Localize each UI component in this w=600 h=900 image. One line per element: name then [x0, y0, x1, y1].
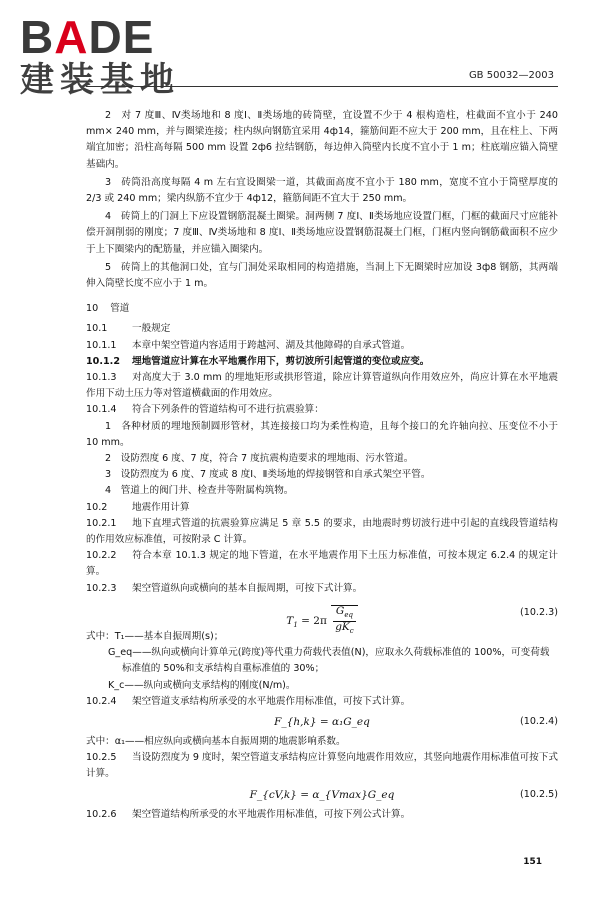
- clause-10-2-4: [86, 694, 558, 710]
- logo-chinese: 建装基地: [20, 60, 180, 100]
- clause-10-1-3: [86, 370, 558, 402]
- logo-word: [20, 11, 190, 63]
- formula-subscript: 1: [293, 621, 298, 630]
- paragraph-item-3: 3 砖筒沿高度每隔 4 m 左右宜设圈梁一道，其截面高度不宜小于 180 mm，宽度不宜小于筒壁厚度的 2/3 或 240 mm；梁内纵筋不宜少于 4ф12，箍筋间距不宜大于 250 mm。: [86, 176, 558, 205]
- formula-rhs: = 2π: [301, 614, 327, 627]
- definition-line: 式中：α₁——相应纵向或横向基本自振周期的地震影响系数。: [86, 735, 346, 747]
- equation-number: (10.2.3): [519, 606, 558, 618]
- clause-10-1-1: [86, 338, 558, 354]
- clause-number: 10.2.6: [86, 808, 117, 820]
- clause-text: 架空管道支承结构所承受的水平地震作用标准值，可按下式计算。: [132, 695, 411, 707]
- logo: [20, 11, 190, 109]
- formula-expression: F_{h,k} = α₁G_eq: [274, 715, 370, 728]
- clause-number: 10.2.1: [86, 517, 117, 529]
- clause-10-1-4: [86, 402, 558, 418]
- paragraph-item-2: 2 对 7 度Ⅲ、Ⅳ类场地和 8 度Ⅰ、Ⅱ类场地的砖筒壁，宜设置不少于 4 根构造柱，柱截面不宜小于 240 mm× 240 mm，并与圈梁连接；柱内纵向钢筋宜采用 4ф14，箍筋间距不应大于 200 mm，且在柱上、下两端宜加密；沿柱高每隔 500 mm 设置 2ф6 拉结钢筋，每边伸入筒壁内长度不宜小于 1 m；柱底端应锚入筒壁基础内。: [86, 110, 558, 170]
- clause-number: 10.2.3: [86, 582, 117, 594]
- clause-number: 10.2.5: [86, 752, 117, 764]
- clause-10-2-5: [86, 750, 558, 782]
- logo-letters-de: DE: [88, 11, 155, 63]
- clause-number: 10.2: [86, 501, 108, 513]
- clause-number: 10.1.2: [86, 355, 120, 367]
- paragraph-item-4: 4 砖筒上的门洞上下应设置钢筋混凝土圈梁。洞两侧 7 度Ⅰ、Ⅱ类场地应设置门框，门框的截面尺寸应能补偿开洞削弱的刚度；7 度Ⅲ、Ⅳ类场地和 8 度Ⅰ、Ⅱ类场地应设置钢筋混凝土门框，门框内竖向钢筋截面积不应少于上下圈梁内的配筋量，并应锚入圈梁内。: [86, 211, 558, 255]
- clause-number: 10.2.4: [86, 695, 117, 707]
- clause-text: 地震作用计算: [132, 501, 190, 513]
- clause-10-2-1: [86, 516, 558, 548]
- clause-text: 对高度大于 3.0 mm 的埋地矩形或拱形管道，除应计算管道纵向作用效应外，尚应计算在水平地震作用下动土压力等对管道横截面的作用效应。: [86, 372, 558, 400]
- section-title: 管道: [110, 303, 130, 315]
- clause-text: 架空管道结构所承受的水平地震作用标准值，可按下列公式计算。: [132, 808, 411, 820]
- list-item: 1 各种材质的埋地预制圆形管材，其连接接口均为柔性构造，且每个接口的允许轴向拉、压变位不小于 10 mm。: [86, 420, 558, 448]
- clause-10-2: [86, 500, 558, 516]
- header-rule: [86, 86, 558, 87]
- clause-10-2-2: [86, 548, 558, 580]
- clause-10-1-2: [86, 354, 558, 370]
- clause-number: 10.1.4: [86, 404, 117, 416]
- clause-text: 一般规定: [132, 323, 171, 335]
- equation-number: (10.2.4): [519, 715, 558, 727]
- page-body: [86, 108, 558, 823]
- clause-10-2-6: [86, 807, 558, 823]
- formula-expression: F_{cV,k} = α_{Vmax}G_eq: [249, 788, 395, 801]
- paragraph-item-5: 5 砖筒上的其他洞口处，宜与门洞处采取相同的构造措施，当洞上下无圈梁时应加设 3ф8 钢筋，其两端伸入筒壁长度不应小于 1 m。: [86, 261, 558, 290]
- formula-subscript: eq: [344, 610, 353, 619]
- clause-text: 符合本章 10.1.3 规定的地下管道，在水平地震作用下土压力标准值，可按本规定 6.2.4 的规定计算。: [86, 550, 558, 578]
- clause-text: 埋地管道应计算在水平地震作用下，剪切波所引起管道的变位或应变。: [132, 355, 430, 367]
- page-number: 151: [523, 857, 542, 867]
- clause-number: 10.1.3: [86, 372, 117, 384]
- clause-number: 10.2.2: [86, 550, 117, 562]
- clause-10-2-3: [86, 581, 558, 597]
- formula-expression: [86, 605, 558, 637]
- clause-text: 地下直埋式管道的抗震验算应满足 5 章 5.5 的要求，由地震时剪切波行进中引起的直线段管道结构的作用效应标准值，可按附录 C 计算。: [86, 517, 558, 546]
- clause-text: 架空管道纵向或横向的基本自振周期，可按下式计算。: [132, 582, 363, 594]
- clause-10-1: [86, 321, 558, 337]
- definition-line: 式中：T₁——基本自振周期(s)；: [86, 630, 224, 642]
- sqrt-icon: [331, 605, 358, 637]
- list-item: 4 管道上的阀门井、检查井等附属构筑物。: [105, 485, 294, 497]
- logo-letter-a: A: [54, 11, 89, 63]
- equation-number: (10.2.5): [519, 788, 558, 800]
- formula-denominator: gK: [335, 620, 350, 633]
- formula-subscript: c: [349, 627, 354, 636]
- clause-number: 10.1.1: [86, 339, 117, 351]
- clause-text: 符合下列条件的管道结构可不进行抗震验算：: [132, 404, 324, 416]
- formula-lhs: T: [286, 614, 294, 627]
- logo-letter-b: B: [20, 11, 55, 63]
- definition-line: K_c——纵向或横向支承结构的刚度(N/m)。: [108, 679, 296, 691]
- clause-text: 当设防烈度为 9 度时，架空管道支承结构应计算竖向地震作用效应，其竖向地震作用标准值可按下式计算。: [86, 752, 558, 780]
- standard-code: GB 50032—2003: [468, 70, 554, 81]
- clause-text: 本章中架空管道内容适用于跨越河、湖及其他障碍的自承式管道。: [132, 339, 411, 351]
- clause-number: 10.1: [86, 323, 108, 335]
- symbol-definitions: [86, 629, 558, 694]
- definition-line: G_eq——纵向或横向计算单元(跨度)等代重力荷载代表值(N)，应取永久荷载标准值的 100%，可变荷载标准值的 50%和支承结构自重标准值的 30%；: [108, 647, 550, 675]
- list-item: 3 设防烈度为 6 度、7 度或 8 度Ⅰ、Ⅱ类场地的焊接钢管和自承式架空平管。: [105, 469, 431, 481]
- section-number: 10: [86, 303, 99, 315]
- formula-numerator: G: [335, 604, 345, 617]
- formula-10-2-5: [86, 784, 558, 806]
- formula-10-2-4: [86, 711, 558, 733]
- section-heading: [86, 301, 558, 317]
- list-item: 2 设防烈度 6 度、7 度，符合 7 度抗震构造要求的埋地雨、污水管道。: [105, 453, 414, 465]
